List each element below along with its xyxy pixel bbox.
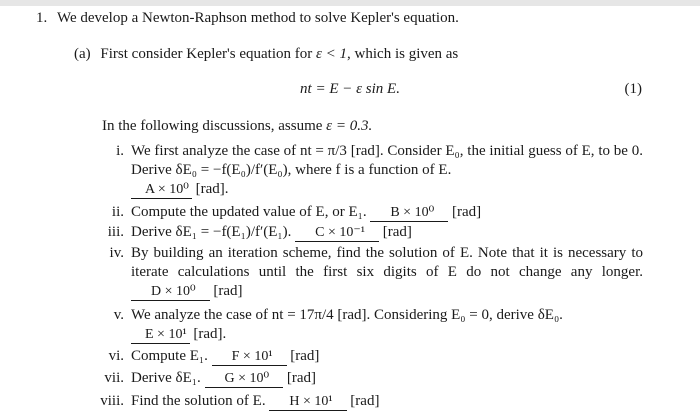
question-intro: We develop a Newton-Raphson method to solve Kepler's equation.	[57, 10, 459, 26]
equation-number: (1)	[624, 81, 642, 97]
item-number: iii.	[107, 224, 124, 240]
part-a-text: First consider Kepler's equation for	[100, 46, 313, 62]
item-number: i.	[116, 143, 124, 159]
item-text: By building an iteration scheme, find the solution of E. Note that it is necessary to iterate calculations until the first six digits of E do not change any longer.	[131, 245, 643, 280]
item-vi	[131, 347, 319, 366]
item-text: We first analyze the case of nt = π/3 [rad]. Consider E₀, the initial guess of E, to be 0. Derive δE₀ = −f(E₀)/f′(E₀), where f is a function of E.	[131, 143, 643, 178]
question-number: 1.	[36, 10, 48, 26]
part-a-condition: ε < 1	[315, 46, 348, 62]
item-number: vii.	[104, 370, 124, 386]
kepler-equation: nt = E − ε sin E.	[300, 81, 400, 97]
part-a-line	[74, 45, 458, 64]
answer-blank: D × 10⁰	[131, 284, 210, 301]
item-unit: [rad]	[213, 283, 243, 299]
item-iv	[131, 244, 643, 301]
answer-blank: E × 10¹	[131, 327, 190, 344]
answer-blank: G × 10⁰	[205, 371, 284, 388]
item-number: v.	[113, 307, 124, 323]
part-a-label: (a)	[74, 46, 91, 62]
answer-blank: B × 10⁰	[370, 205, 448, 222]
part-a-text-after: , which is given as	[347, 46, 459, 62]
item-unit: [rad]	[350, 393, 380, 409]
item-ii	[131, 203, 481, 222]
item-i	[131, 142, 643, 199]
answer-blank: H × 10¹	[269, 394, 346, 411]
item-vii	[131, 369, 316, 388]
assumption-line	[102, 117, 372, 136]
answer-blank: C × 10⁻¹	[295, 225, 379, 242]
item-text: Compute the updated value of E, or E₁.	[131, 204, 367, 220]
assume-value: ε = 0.3.	[326, 118, 373, 134]
item-v	[131, 306, 643, 344]
item-unit: [rad]	[382, 224, 412, 240]
item-text: We analyze the case of nt = 17π/4 [rad]. Considering E₀ = 0, derive δE₀.	[131, 307, 563, 323]
item-unit: [rad].	[195, 181, 229, 197]
item-unit: [rad]	[286, 370, 317, 386]
item-text: Derive δE₁ = −f(E₁)/f′(E₁).	[131, 224, 292, 240]
item-text: Compute E₁.	[131, 348, 208, 364]
assume-text: In the following discussions, assume	[102, 118, 323, 134]
item-number: viii.	[100, 393, 124, 409]
item-viii	[131, 392, 379, 411]
top-scroll-shadow	[0, 0, 700, 6]
item-number: ii.	[111, 204, 124, 220]
question-line	[36, 9, 459, 28]
item-text: Derive δE₁.	[131, 370, 201, 386]
item-text: Find the solution of E.	[131, 393, 266, 409]
item-unit: [rad]	[451, 204, 482, 220]
item-iii	[131, 223, 412, 242]
answer-blank: F × 10¹	[212, 349, 287, 366]
item-number: iv.	[109, 245, 124, 261]
answer-blank: A × 10⁰	[131, 182, 192, 199]
item-unit: [rad]	[290, 348, 320, 364]
item-unit: [rad].	[193, 326, 227, 342]
item-number: vi.	[108, 348, 124, 364]
